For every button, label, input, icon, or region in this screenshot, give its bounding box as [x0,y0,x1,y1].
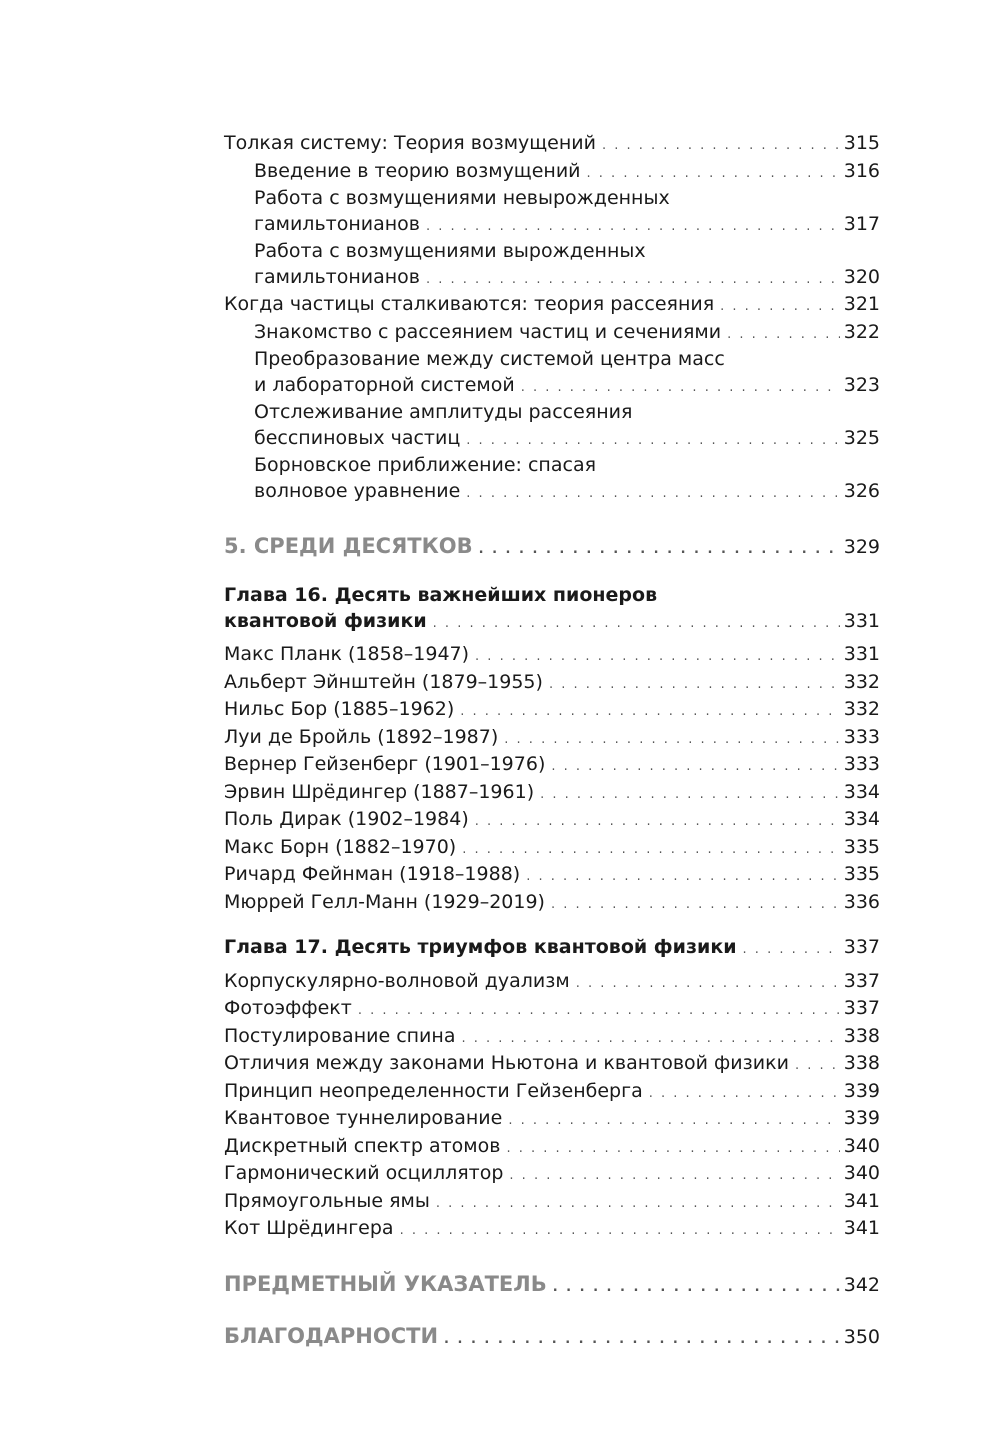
dot-leader [466,428,839,454]
toc-entry-page: 326 [843,479,880,502]
toc-entry-title: волновое уравнение [254,479,461,502]
dot-leader [426,267,840,293]
toc-entry-title: Знакомство с рассеянием частиц и сечениями [254,320,722,343]
toc-chapter-heading[interactable] [224,935,880,963]
toc-entry[interactable] [224,1134,880,1162]
dot-leader [549,672,840,698]
toc-entry[interactable] [224,862,880,890]
dot-leader [521,375,840,401]
toc-subentry-line[interactable]: Преобразование между системой центра масс [254,348,725,370]
dot-leader [506,1136,839,1162]
dot-leader [462,837,840,863]
toc-entry[interactable] [224,1189,880,1217]
toc-entry-title: Отличия между законами Ньютона и квантовой физики [224,1052,789,1074]
toc-entry[interactable] [224,780,880,808]
toc-entry-title: Ричард Фейнман (1918–1988) [224,863,521,885]
toc-entry-title: бесспиновых частиц [254,426,461,449]
toc-entry[interactable] [224,670,880,698]
dot-leader [551,892,840,918]
dot-leader [508,1108,839,1134]
toc-entry-title: Альберт Эйнштейн (1879–1955) [224,670,543,693]
toc-entry-page: 331 [843,643,880,665]
toc-entry-page: 350 [843,1325,880,1348]
toc-entry[interactable] [224,807,880,835]
chapter17-entries [224,969,880,1244]
toc-entry-page: 338 [843,1052,880,1074]
toc-entry[interactable] [224,1216,880,1244]
toc-entry-page: 337 [843,969,880,992]
toc-subentry-line[interactable]: Борновское приближение: спасая [254,454,597,476]
toc-subentry[interactable] [224,479,880,507]
toc-entry[interactable] [224,1024,880,1052]
toc-entry-page: 340 [843,1162,880,1184]
toc-entry-title: Поль Дирак (1902–1984) [224,808,469,830]
dot-leader [475,809,840,835]
toc-entry-title: Толкая систему: Теория возмущений [224,132,596,154]
dot-leader [576,971,840,997]
dot-leader [649,1081,840,1107]
toc-entry-page: 321 [843,293,880,315]
dot-leader [426,214,840,240]
dot-leader [509,1163,839,1189]
toc-subentry-line[interactable]: Отслеживание амплитуды рассеяния [254,401,633,423]
toc-entry[interactable] [224,1079,880,1107]
toc-entry-title: Нильс Бор (1885–1962) [224,698,455,720]
toc-entry[interactable] [224,752,880,780]
toc-entry-page: 341 [843,1217,880,1239]
toc-entry[interactable] [224,969,880,997]
toc-entry-page: 333 [843,725,880,748]
dot-leader [479,535,840,565]
toc-entry-title: Квантовое туннелирование [224,1107,503,1129]
toc-subentry[interactable] [224,212,880,240]
toc-entry-title: Дискретный спектр атомов [224,1134,501,1157]
toc-entry-page: 338 [843,1024,880,1047]
toc-chapter-heading[interactable] [224,609,880,637]
toc-entry[interactable] [224,890,880,918]
toc-entry[interactable] [224,642,880,670]
toc-part-heading[interactable] [224,531,880,565]
toc-entry-page: 329 [843,536,880,558]
toc-entry[interactable] [224,131,880,159]
toc-subentry[interactable] [224,320,880,348]
toc-part-title: БЛАГОДАРНОСТИ [224,1323,439,1348]
toc-entry-title: Введение в теорию возмущений [254,159,581,182]
dot-leader [444,1325,840,1355]
dot-leader [602,133,840,159]
toc-entry-page: 320 [843,265,880,288]
toc-entry-title: Прямоугольные ямы [224,1189,430,1212]
dot-leader [587,161,840,187]
toc-entry-title: Принцип неопределенности Гейзенберга [224,1079,643,1102]
dot-leader [466,481,839,507]
toc-entry-title: Гармонический осциллятор [224,1162,504,1184]
toc-part-heading[interactable] [224,1269,880,1303]
toc-entry-title: Макс Планк (1858–1947) [224,643,470,665]
dot-leader [526,864,840,890]
toc-entry-page: 333 [843,753,880,775]
toc-entry-title: гамильтонианов [254,212,420,235]
toc-subentry[interactable] [224,159,880,187]
toc-entry-title: Фотоэффект [224,997,352,1019]
toc-entry[interactable] [224,835,880,863]
dot-leader [433,611,840,637]
toc-entry-page: 336 [843,890,880,913]
toc-subentry[interactable] [224,373,880,401]
toc-entry-title: Макс Борн (1882–1970) [224,835,457,858]
toc-entry-page: 339 [843,1107,880,1129]
toc-entry-page: 315 [843,132,880,154]
toc-entry-page: 331 [843,609,880,632]
dot-leader [460,699,839,725]
toc-entry[interactable] [224,1106,880,1134]
table-of-contents [224,131,880,1355]
toc-entry-title: гамильтонианов [254,265,420,288]
dot-leader [720,294,840,320]
toc-entry-page: 341 [843,1189,880,1212]
dot-leader [727,322,840,348]
dot-leader [461,1026,839,1052]
toc-entry-page: 337 [843,997,880,1019]
dot-leader [540,782,840,808]
toc-entry-page: 339 [843,1079,880,1102]
toc-entry[interactable] [224,1161,880,1189]
toc-subentry[interactable] [224,426,880,454]
toc-subentry-line[interactable]: Работа с возмущениями вырожденных [254,240,646,262]
toc-entry-page: 340 [843,1134,880,1157]
toc-entry[interactable] [224,697,880,725]
toc-entry[interactable] [224,1051,880,1079]
toc-entry-title: Луи де Бройль (1892–1987) [224,725,499,748]
dot-leader [743,937,840,963]
toc-part-title: ПРЕДМЕТНЫЙ УКАЗАТЕЛЬ [224,1271,547,1296]
toc-entry-title: Мюррей Гелл-Манн (1929–2019) [224,890,545,913]
toc-entry[interactable] [224,996,880,1024]
toc-entry-page: 335 [843,835,880,858]
toc-chapter-heading-line[interactable]: Глава 16. Десять важнейших пионеров [224,584,658,606]
toc-chapter-title: квантовой физики [224,609,427,632]
dot-leader [400,1218,840,1244]
dot-leader [436,1191,840,1217]
toc-entry[interactable] [224,725,880,753]
toc-entry-page: 325 [843,426,880,449]
toc-entry-title: Вернер Гейзенберг (1901–1976) [224,753,546,775]
toc-entry-page: 323 [843,373,880,396]
toc-entry-page: 342 [843,1273,880,1296]
dot-leader [475,644,840,670]
toc-subentry-line[interactable]: Работа с возмущениями невырожденных [254,187,670,209]
toc-entry-title: Когда частицы сталкиваются: теория рассеяния [224,293,715,315]
toc-entry-page: 335 [843,863,880,885]
toc-entry-page: 322 [843,320,880,343]
chapter16-entries [224,642,880,917]
toc-entry-title: Корпускулярно-волновой дуализм [224,969,570,992]
toc-subentry[interactable] [224,265,880,293]
toc-entry-title: Кот Шрёдингера [224,1217,394,1239]
dot-leader [795,1053,840,1079]
toc-entry-page: 334 [843,780,880,803]
toc-entry-page: 332 [843,670,880,693]
toc-entry-page: 316 [843,159,880,182]
toc-entry-title: Эрвин Шрёдингер (1887–1961) [224,780,535,803]
toc-chapter-title: Глава 17. Десять триумфов квантовой физики [224,936,737,958]
toc-entry-page: 332 [843,698,880,720]
toc-entry-title: и лабораторной системой [254,373,515,396]
toc-entry-page: 317 [843,212,880,235]
toc-entry-title: Постулирование спина [224,1024,456,1047]
dot-leader [553,1273,840,1303]
toc-entry-page: 337 [843,936,880,958]
toc-part-title: 5. СРЕДИ ДЕСЯТКОВ [224,534,473,558]
dot-leader [504,727,839,753]
toc-part-heading[interactable] [224,1321,880,1355]
dot-leader [551,754,839,780]
toc-entry-page: 334 [843,808,880,830]
dot-leader [358,998,840,1024]
toc-entry[interactable] [224,292,880,320]
